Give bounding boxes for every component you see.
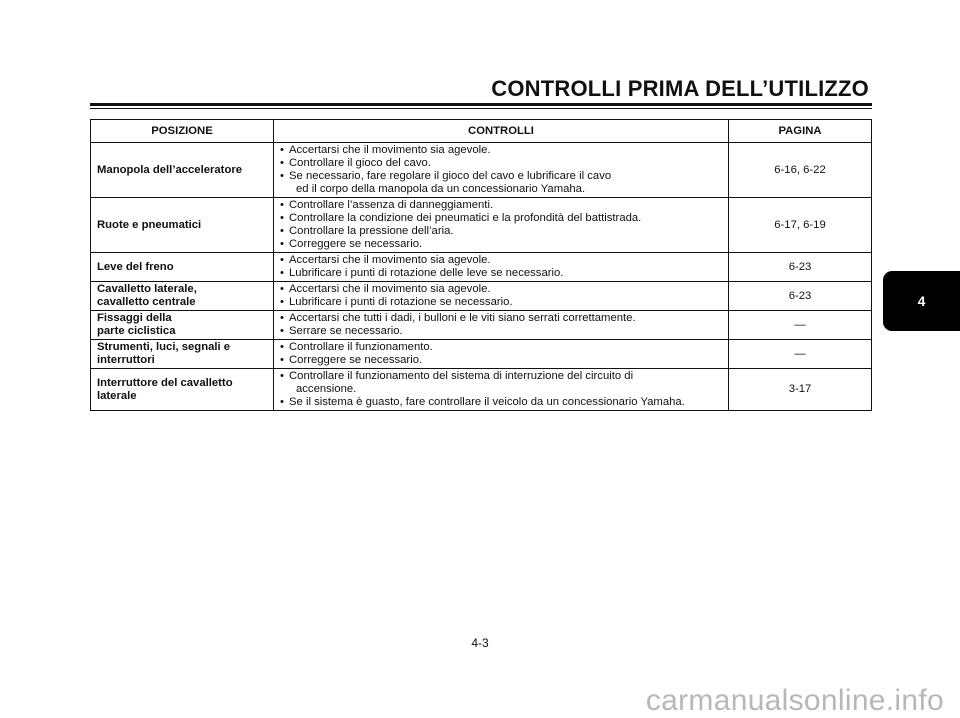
table-row — [91, 311, 872, 340]
bullet-icon: • — [280, 238, 284, 250]
check-item — [280, 254, 722, 267]
position-label: Manopola dell’acceleratore — [97, 163, 243, 176]
position-label: laterale — [97, 389, 137, 402]
check-text: Se necessario, fare regolare il gioco del cavo e lubrificare il cavo — [289, 170, 612, 182]
check-item — [280, 225, 722, 238]
check-item — [280, 312, 722, 325]
check-text: Lubrificare i punti di rotazione se necessario. — [289, 296, 513, 308]
table-row — [91, 282, 872, 311]
position-label: Leve del freno — [97, 260, 174, 273]
position-cell — [91, 143, 274, 198]
check-item — [280, 370, 722, 383]
bullet-icon: • — [280, 267, 284, 279]
check-text: Controllare il gioco del cavo. — [289, 157, 431, 169]
table-row — [91, 143, 872, 198]
chapter-tab-number: 4 — [917, 293, 926, 309]
checks-cell — [274, 369, 729, 411]
bullet-icon: • — [280, 341, 284, 353]
check-item — [280, 396, 722, 409]
check-text: Controllare la condizione dei pneumatici e la profondità del battistrada. — [289, 212, 642, 224]
checks-cell — [274, 143, 729, 198]
check-item — [280, 267, 722, 280]
bullet-icon: • — [280, 396, 284, 408]
check-item — [280, 199, 722, 212]
check-text: Se il sistema è guasto, fare controllare il veicolo da un concessionario Yamaha. — [289, 396, 685, 408]
bullet-icon: • — [280, 312, 284, 324]
bullet-icon: • — [280, 212, 284, 224]
table-row — [91, 369, 872, 411]
column-header-position: POSIZIONE — [91, 120, 274, 143]
page-reference: 6-23 — [729, 253, 872, 282]
bullet-icon: • — [280, 199, 284, 211]
title-rule-thick — [90, 103, 872, 106]
table-row — [91, 253, 872, 282]
page-reference: 6-17, 6-19 — [729, 198, 872, 253]
check-text: Serrare se necessario. — [289, 325, 403, 337]
title-rule-thin — [90, 108, 872, 109]
page-reference: 6-16, 6-22 — [729, 143, 872, 198]
bullet-icon: • — [280, 296, 284, 308]
chapter-tab — [883, 271, 960, 331]
check-text: Controllare l’assenza di danneggiamenti. — [289, 199, 494, 211]
table-row — [91, 340, 872, 369]
page-title: CONTROLLI PRIMA DELL’UTILIZZO — [491, 76, 869, 101]
check-item — [280, 157, 722, 170]
check-text: Controllare il funzionamento. — [289, 341, 433, 353]
column-header-page: PAGINA — [729, 120, 872, 143]
bullet-icon: • — [280, 170, 284, 182]
check-item — [280, 325, 722, 338]
bullet-icon: • — [280, 225, 284, 237]
check-item — [280, 183, 722, 196]
check-item — [280, 170, 722, 183]
check-text: Accertarsi che il movimento sia agevole. — [289, 144, 491, 156]
check-item — [280, 238, 722, 251]
check-text: Accertarsi che tutti i dadi, i bulloni e le viti siano serrati correttamente. — [289, 312, 636, 324]
check-text: Controllare il funzionamento del sistema di interruzione del circuito di — [289, 370, 634, 382]
check-item — [280, 296, 722, 309]
check-text: Lubrificare i punti di rotazione delle leve se necessario. — [289, 267, 564, 279]
column-header-checks: CONTROLLI — [274, 120, 729, 143]
check-text: Controllare la pressione dell’aria. — [289, 225, 454, 237]
position-cell — [91, 369, 274, 411]
check-item — [280, 212, 722, 225]
page-reference: 3-17 — [729, 369, 872, 411]
position-label: interruttori — [97, 354, 155, 366]
position-label: Cavalletto laterale, — [97, 283, 197, 295]
position-cell — [91, 253, 274, 282]
checks-cell — [274, 253, 729, 282]
checks-cell — [274, 282, 729, 311]
position-cell — [91, 282, 274, 311]
bullet-icon: • — [280, 283, 284, 295]
checks-cell — [274, 198, 729, 253]
position-label: Interruttore del cavalletto — [97, 376, 233, 389]
check-text: accensione. — [296, 383, 357, 395]
page-reference: — — [729, 311, 872, 340]
position-label: Ruote e pneumatici — [97, 218, 202, 231]
page-number: 4-3 — [471, 636, 489, 650]
check-item — [280, 283, 722, 296]
check-item — [280, 383, 722, 396]
check-text: Accertarsi che il movimento sia agevole. — [289, 254, 491, 266]
checks-cell — [274, 311, 729, 340]
check-text: ed il corpo della manopola da un concessionario Yamaha. — [296, 183, 586, 195]
bullet-icon: • — [280, 370, 284, 382]
bullet-icon: • — [280, 325, 284, 337]
check-item — [280, 354, 722, 367]
check-item — [280, 341, 722, 354]
position-label: parte ciclistica — [97, 325, 176, 337]
table-header-row — [91, 120, 872, 143]
position-label: cavalletto centrale — [97, 296, 196, 308]
bullet-icon: • — [280, 354, 284, 366]
position-label: Strumenti, luci, segnali e — [97, 341, 231, 353]
position-cell — [91, 340, 274, 369]
table-row — [91, 198, 872, 253]
bullet-icon: • — [280, 254, 284, 266]
position-cell — [91, 311, 274, 340]
check-text: Correggere se necessario. — [289, 354, 423, 366]
checks-cell — [274, 340, 729, 369]
pre-operation-checks-table — [90, 119, 872, 411]
table-body — [91, 143, 872, 411]
bullet-icon: • — [280, 144, 284, 156]
position-label: Fissaggi della — [97, 312, 172, 324]
position-cell — [91, 198, 274, 253]
check-text: Correggere se necessario. — [289, 238, 423, 250]
check-text: Accertarsi che il movimento sia agevole. — [289, 283, 491, 295]
page-reference: — — [729, 340, 872, 369]
check-item — [280, 144, 722, 157]
bullet-icon: • — [280, 157, 284, 169]
page-reference: 6-23 — [729, 282, 872, 311]
watermark: carmanualsonline.info — [645, 684, 944, 717]
